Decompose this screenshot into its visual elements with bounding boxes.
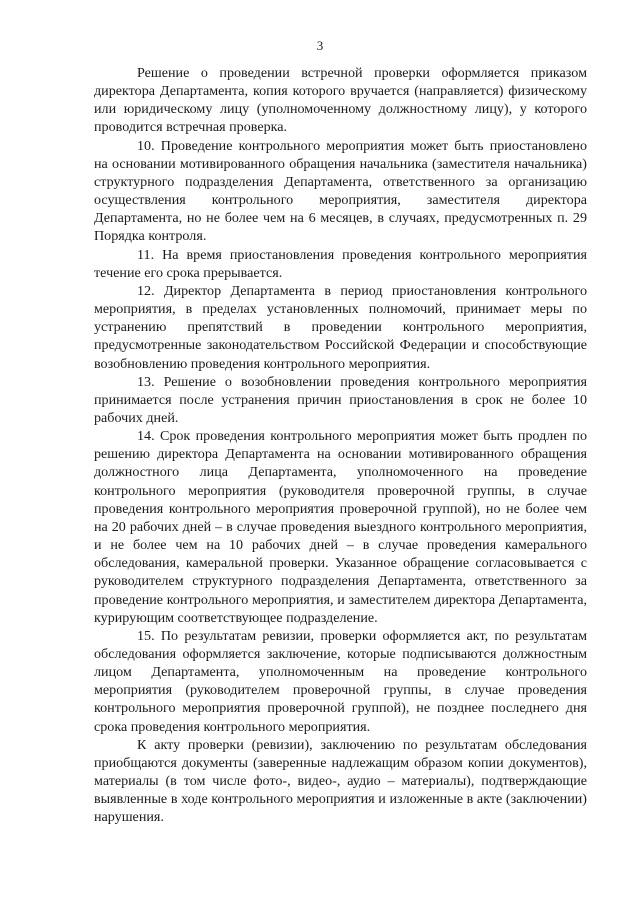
paragraph-counter-check-order: Решение о проведении встречной проверки оформляется приказом директора Департамента, копия которого вручается (направляется) физическому или юридическому лицу (уполномоченному должностному лицу), у которого проводится встречная проверка.	[94, 65, 587, 136]
paragraph-12-director-measures: 12. Директор Департамента в период приостановления контрольного мероприятия, в пределах установленных полномочий, принимает меры по устранению препятствий в проведении контрольного мероприятия, предусмотренные законодательством Российской Федерации и способствующие возобновлению проведения контрольного мероприятия.	[94, 282, 587, 372]
paragraph-10-suspension: 10. Проведение контрольного мероприятия может быть приостановлено на основании мотивированного обращения начальника (заместителя начальника) структурного подразделения Департамента, ответственного за организацию осуществления контрольного мероприятия, заместителя директора Департамента, но не более чем на 6 месяцев, в случаях, предусмотренных п. 29 Порядка контроля.	[94, 137, 587, 245]
paragraph-13-resumption: 13. Решение о возобновлении проведения контрольного мероприятия принимается после устранения причин приостановления в срок не более 10 рабочих дней.	[94, 373, 587, 426]
document-body	[94, 64, 587, 827]
paragraph-11-term-interruption: 11. На время приостановления проведения контрольного мероприятия течение его срока прерывается.	[94, 246, 587, 281]
page-number: 3	[316, 38, 324, 53]
paragraph-15-act: 15. По результатам ревизии, проверки оформляется акт, по результатам обследования оформляется заключение, которые подписываются должностным лицом Департамента, уполномоченным на проведение контрольного мероприятия (руководителем проверочной группы, в случае проведения контрольного мероприятия проверочной группой), не позднее последнего дня срока проведения контрольного мероприятия.	[94, 627, 587, 735]
paragraph-attachments: К акту проверки (ревизии), заключению по результатам обследования приобщаются документы (заверенные надлежащим образом копии документов), материалы (в том числе фото-, видео-, аудио – материалы), подтверждающие выявленные в ходе контрольного мероприятия и изложенные в акте (заключении) нарушения.	[94, 736, 587, 826]
paragraph-14-extension: 14. Срок проведения контрольного мероприятия может быть продлен по решению директора Департамента на основании мотивированного обращения должностного лица Департамента, уполномоченного на проведение контрольного мероприятия (руководителя проверочной группы, в случае проведения контрольного мероприятия проверочной группой), но не более чем на 20 рабочих дней – в случае проведения выездного контрольного мероприятия, и не более чем на 10 рабочих дней – в случае проведения камерального обследования, камеральной проверки. Указанное обращение согласовывается с руководителем структурного подразделения Департамента, ответственного за проведение контрольного мероприятия, и заместителем директора Департамента, курирующим соответствующее подразделение.	[94, 428, 587, 626]
